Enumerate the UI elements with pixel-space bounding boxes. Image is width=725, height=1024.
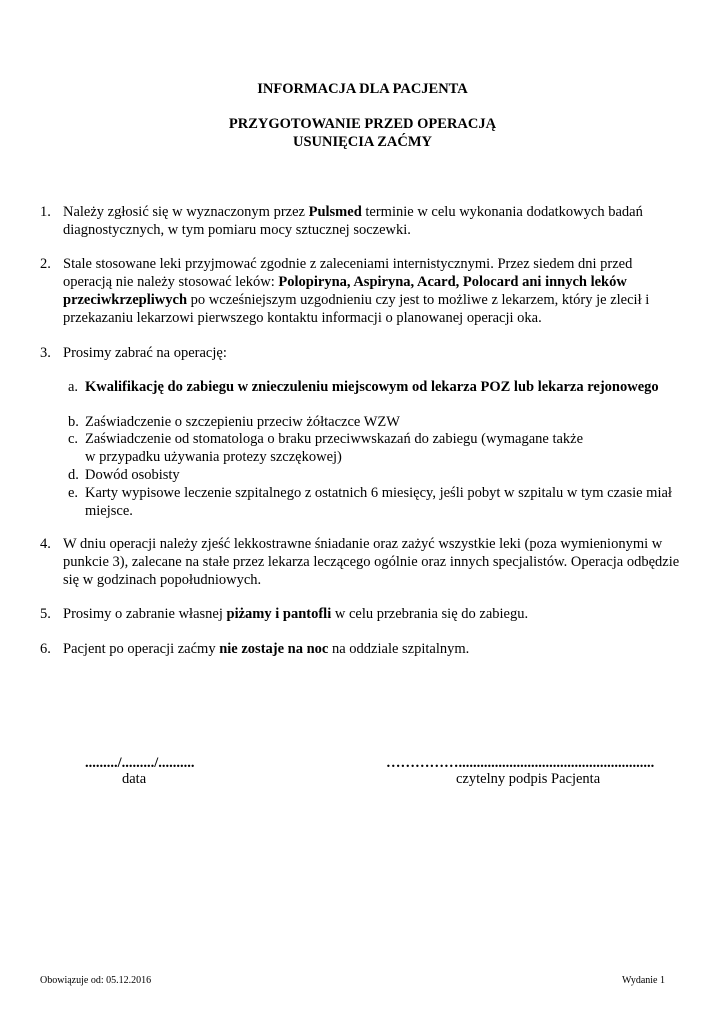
list-item-number: 3. <box>40 345 51 361</box>
list-item-text: Prosimy o zabranie własnej piżamy i pantofli w celu przebrania się do zabiegu. <box>63 606 529 622</box>
list-item-3 <box>40 344 680 362</box>
sub-item-text: Zaświadczenie od stomatologa o braku przeciwwskazań do zabiegu (wymagane także w przypadku używania protezy szczękowej) <box>85 431 584 465</box>
signature-label: czytelny podpis Pacjenta <box>456 771 601 787</box>
list-item-text: Należy zgłosić się w wyznaczonym przez Pulsmed terminie w celu wykonania dodatkowych badań diagnostycznych, w tym pomiaru mocy sztucznej soczewki. <box>63 204 643 238</box>
list-item-number: 2. <box>40 256 51 272</box>
sub-item-text: Dowód osobisty <box>85 467 180 483</box>
sub-item-letter: c. <box>68 431 79 447</box>
list-item-1 <box>40 203 680 239</box>
date-field-line: ........./........./.......... <box>85 755 195 771</box>
signature-field-line: ……………...................................................... <box>386 755 655 771</box>
sub-item-text: Kwalifikację do zabiegu w znieczuleniu miejscowym od lekarza POZ lub lekarza rejonowego <box>85 379 659 395</box>
list-item-number: 1. <box>40 204 51 220</box>
sub-item-d <box>68 466 680 484</box>
sub-item-a <box>68 378 680 396</box>
list-item-text: Prosimy zabrać na operację: <box>63 345 227 361</box>
sub-item-e <box>68 484 680 520</box>
list-item-text: Pacjent po operacji zaćmy nie zostaje na noc na oddziale szpitalnym. <box>63 641 470 657</box>
sub-item-letter: b. <box>68 414 79 430</box>
date-label: data <box>122 771 147 787</box>
footer-edition: Wydanie 1 <box>622 975 665 986</box>
list-item-text: W dniu operacji należy zjeść lekkostrawne śniadanie oraz zażyć wszystkie leki (poza wymienionymi w punkcie 3), zalecane na stałe przez lekarza leczącego ogólnie oraz innych specjalistów. Operacja odbędzie się w godzinach popołudniowych. <box>63 536 680 588</box>
list-item-number: 5. <box>40 606 51 622</box>
document-subtitle-line-2: USUNIĘCIA ZAĆMY <box>293 134 432 150</box>
document-title: INFORMACJA DLA PACJENTA <box>257 81 468 97</box>
list-item-2 <box>40 255 680 327</box>
sub-item-letter: e. <box>68 485 79 501</box>
sub-item-c <box>68 430 680 466</box>
sub-item-text: Zaświadczenie o szczepieniu przeciw żółtaczce WZW <box>85 414 400 430</box>
footer-effective-date: Obowiązuje od: 05.12.2016 <box>40 975 152 986</box>
sub-item-letter: d. <box>68 467 79 483</box>
list-item-4 <box>40 535 680 589</box>
list-item-text: Stale stosowane leki przyjmować zgodnie z zaleceniami internistycznymi. Przez siedem dni przed operacją nie należy stosować leków: Polopiryna, Aspiryna, Acard, Polocard ani innych leków przeciwkrzepliwych po wcześniejszym uzgodnieniu czy jest to możliwe z lekarzem, który je zlecił i przekazaniu lekarzowi pierwszego kontaktu informacji o planowanej operacji oka. <box>63 256 650 326</box>
sub-item-letter: a. <box>68 379 79 395</box>
list-item-6 <box>40 640 680 658</box>
list-item-5 <box>40 605 680 623</box>
sub-item-b <box>68 413 680 431</box>
list-item-number: 4. <box>40 536 51 552</box>
list-item-number: 6. <box>40 641 51 657</box>
sub-item-text: Karty wypisowe leczenie szpitalnego z ostatnich 6 miesięcy, jeśli pobyt w szpitalu w tym czasie miał miejsce. <box>85 485 672 519</box>
document-subtitle-line-1: PRZYGOTOWANIE PRZED OPERACJĄ <box>228 116 497 132</box>
